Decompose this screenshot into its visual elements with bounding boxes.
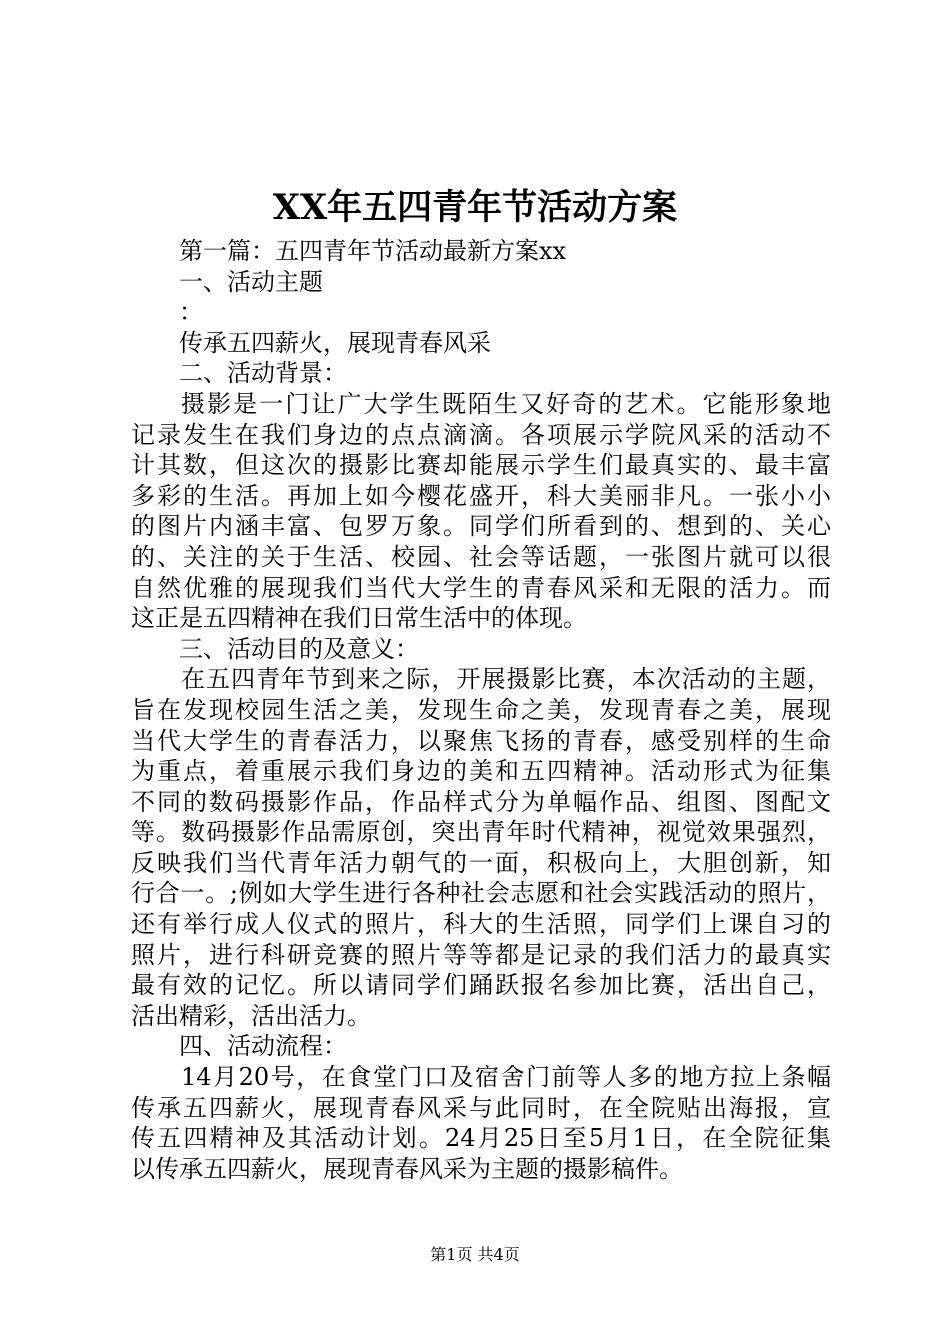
paragraph-line: 为重点，着重展示我们身边的美和五四精神。活动形式为征集 <box>131 757 831 786</box>
paragraph-line: 当代大学生的青春活力，以聚焦飞扬的青春，感受别样的生命 <box>131 726 831 755</box>
section-heading: 一、活动主题 <box>179 267 323 296</box>
paragraph-line: 最有效的记忆。所以请同学们踊跃报名参加比赛，活出自己， <box>131 971 831 1000</box>
paragraph-line: 14月20号，在食堂门口及宿舍门前等人多的地方拉上条幅 <box>181 1063 831 1092</box>
section-heading: 二、活动背景： <box>179 359 347 388</box>
paragraph-line: 以传承五四薪火，展现青春风采为主题的摄影稿件。 <box>131 1154 683 1183</box>
paragraph-line: 自然优雅的展现我们当代大学生的青春风采和无限的活力。而 <box>131 573 831 602</box>
paragraph-line: 多彩的生活。再加上如今樱花盛开，科大美丽非凡。一张小小 <box>131 481 831 510</box>
paragraph-line: 计其数，但这次的摄影比赛却能展示学生们最真实的、最丰富 <box>131 451 831 480</box>
paragraph-line: 摄影是一门让广大学生既陌生又好奇的艺术。它能形象地 <box>181 389 831 418</box>
paragraph-line: 传承五四薪火，展现青春风采与此同时，在全院贴出海报，宣 <box>131 1093 831 1122</box>
page-footer: 第1页 共4页 <box>430 1245 520 1264</box>
paragraph-line: 记录发生在我们身边的点点滴滴。各项展示学院风采的活动不 <box>131 420 831 449</box>
paragraph-line: 活出精彩，活出活力。 <box>131 1001 371 1030</box>
paragraph-line: 传五四精神及其活动计划。24月25日至5月1日，在全院征集 <box>131 1124 831 1153</box>
theme-line: 传承五四薪火，展现青春风采 <box>179 328 491 357</box>
paragraph-line: 照片，进行科研竞赛的照片等等都是记录的我们活力的最真实 <box>131 940 831 969</box>
paragraph-line: 的、关注的关于生活、校园、社会等话题，一张图片就可以很 <box>131 542 831 571</box>
paragraph-line: 旨在发现校园生活之美，发现生命之美，发现青春之美，展现 <box>131 695 831 724</box>
paragraph-line: 的图片内涵丰富、包罗万象。同学们所看到的、想到的、关心 <box>131 512 831 541</box>
paragraph-line: 等。数码摄影作品需原创，突出青年时代精神，视觉效果强烈， <box>131 818 831 847</box>
section-heading: 第一篇：五四青年节活动最新方案xx <box>179 237 567 265</box>
paragraph-line: 行合一。;例如大学生进行各种社会志愿和社会实践活动的照片， <box>131 879 831 908</box>
paragraph-line: 这正是五四精神在我们日常生活中的体现。 <box>131 604 587 633</box>
text-line: ： <box>179 298 203 327</box>
section-heading: 四、活动流程： <box>179 1032 347 1061</box>
paragraph-line: 还有举行成人仪式的照片，科大的生活照，同学们上课自习的 <box>131 910 831 939</box>
paragraph-line: 在五四青年节到来之际，开展摄影比赛，本次活动的主题， <box>181 665 831 694</box>
document-body <box>131 236 831 1184</box>
paragraph-line: 反映我们当代青年活力朝气的一面，积极向上，大胆创新，知 <box>131 848 831 877</box>
paragraph-line: 不同的数码摄影作品，作品样式分为单幅作品、组图、图配文 <box>131 787 831 816</box>
section-heading: 三、活动目的及意义： <box>179 634 419 663</box>
document-title: XX年五四青年节活动方案 <box>272 187 678 228</box>
